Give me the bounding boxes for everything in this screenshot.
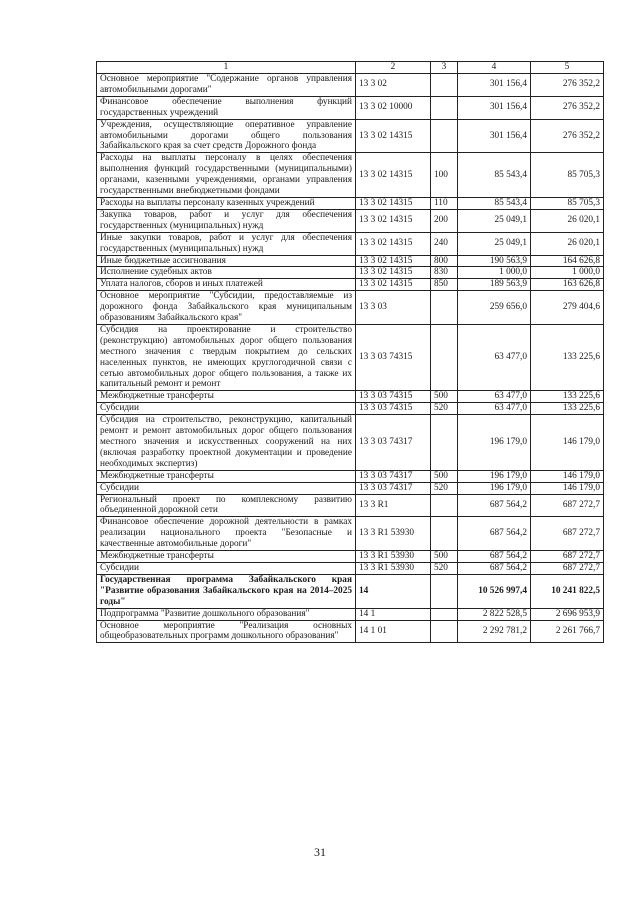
- row-code: 13 3 02 14315: [356, 119, 431, 153]
- row-name: Иные закупки товаров, работ и услуг для обеспечения государственных (муниципальных) нужд: [97, 232, 356, 255]
- row-name: Межбюджетные трансферты: [97, 391, 356, 403]
- row-code: 14: [356, 574, 431, 608]
- row-expense-type: 500: [431, 551, 458, 563]
- row-expense-type: 520: [431, 482, 458, 494]
- table-row: [97, 562, 604, 574]
- row-value-year-1: 85 543,4: [458, 197, 531, 209]
- row-value-year-2: 146 179,0: [531, 470, 604, 482]
- table-body: [97, 74, 604, 643]
- table-row: [97, 255, 604, 267]
- row-code: 13 3 03 74317: [356, 415, 431, 471]
- row-value-year-2: 133 225,6: [531, 324, 604, 390]
- table-row: [97, 279, 604, 291]
- row-expense-type: [431, 494, 458, 517]
- table-row: [97, 620, 604, 643]
- row-code: 13 3 02 14315: [356, 267, 431, 279]
- row-value-year-1: 85 543,4: [458, 153, 531, 198]
- row-value-year-1: 189 563,9: [458, 279, 531, 291]
- row-name: Закупка товаров, работ и услуг для обеспечения государственных (муниципальных) нужд: [97, 209, 356, 232]
- row-value-year-1: 687 564,2: [458, 517, 531, 551]
- row-code: 13 3 02: [356, 74, 431, 97]
- row-value-year-1: 301 156,4: [458, 96, 531, 119]
- row-value-year-1: 687 564,2: [458, 494, 531, 517]
- row-name: Уплата налогов, сборов и иных платежей: [97, 279, 356, 291]
- row-code: 13 3 R1 53930: [356, 562, 431, 574]
- row-name: Субсидия на проектирование и строительство (реконструкцию) автомобильных дорог общего пользования местного значения с твердым покрытием до сельских населенных пунктов, не имеющих круглогодичной связи с сетью автомобильных дорог общего пользования, а также их капитальный ремонт и ремонт: [97, 324, 356, 390]
- row-code: 14 1: [356, 608, 431, 620]
- row-name: Основное мероприятие "Реализация основных общеобразовательных программ дошкольного образования": [97, 620, 356, 643]
- row-code: 13 3 R1 53930: [356, 551, 431, 563]
- row-code: 13 3 02 14315: [356, 209, 431, 232]
- header-col-1: 1: [97, 62, 356, 74]
- table-row: [97, 608, 604, 620]
- row-value-year-1: 196 179,0: [458, 482, 531, 494]
- table-row: [97, 209, 604, 232]
- row-expense-type: 500: [431, 470, 458, 482]
- row-value-year-1: 301 156,4: [458, 119, 531, 153]
- row-value-year-2: 276 352,2: [531, 119, 604, 153]
- row-expense-type: 100: [431, 153, 458, 198]
- table-row: [97, 96, 604, 119]
- row-name: Расходы на выплаты персоналу в целях обеспечения выполнения функций государственными (муниципальными) органами, казенными учреждениями, органами управления государственными внебюджетными фондами: [97, 153, 356, 198]
- table-row: [97, 517, 604, 551]
- row-name: Исполнение судебных актов: [97, 267, 356, 279]
- row-value-year-2: 687 272,7: [531, 517, 604, 551]
- row-expense-type: [431, 291, 458, 325]
- row-value-year-1: 2 292 781,2: [458, 620, 531, 643]
- row-value-year-2: 1 000,0: [531, 267, 604, 279]
- row-expense-type: [431, 415, 458, 471]
- table-row: [97, 494, 604, 517]
- row-value-year-1: 2 822 528,5: [458, 608, 531, 620]
- row-code: 13 3 03 74315: [356, 324, 431, 390]
- row-name: Иные бюджетные ассигнования: [97, 255, 356, 267]
- table-row: [97, 291, 604, 325]
- row-code: 13 3 02 14315: [356, 255, 431, 267]
- row-expense-type: [431, 324, 458, 390]
- row-code: 13 3 03 74317: [356, 470, 431, 482]
- row-expense-type: [431, 517, 458, 551]
- row-expense-type: 800: [431, 255, 458, 267]
- row-value-year-1: 63 477,0: [458, 324, 531, 390]
- row-value-year-1: 301 156,4: [458, 74, 531, 97]
- row-value-year-1: 25 049,1: [458, 209, 531, 232]
- table-row: [97, 153, 604, 198]
- row-value-year-2: 163 626,8: [531, 279, 604, 291]
- row-value-year-1: 259 656,0: [458, 291, 531, 325]
- row-value-year-1: 687 564,2: [458, 551, 531, 563]
- table-row: [97, 232, 604, 255]
- header-col-3: 3: [431, 62, 458, 74]
- row-expense-type: 200: [431, 209, 458, 232]
- row-name: Финансовое обеспечение дорожной деятельности в рамках реализации национального проекта "Безопасные и качественные автомобильные дороги": [97, 517, 356, 551]
- row-code: 13 3 02 14315: [356, 279, 431, 291]
- row-name: Подпрограмма "Развитие дошкольного образования": [97, 608, 356, 620]
- row-value-year-2: 146 179,0: [531, 482, 604, 494]
- row-expense-type: [431, 96, 458, 119]
- row-code: 13 3 03: [356, 291, 431, 325]
- table-row: [97, 267, 604, 279]
- row-value-year-2: 133 225,6: [531, 403, 604, 415]
- row-value-year-2: 276 352,2: [531, 96, 604, 119]
- row-value-year-2: 10 241 822,5: [531, 574, 604, 608]
- row-name: Субсидии: [97, 403, 356, 415]
- row-code: 13 3 R1 53930: [356, 517, 431, 551]
- row-value-year-1: 25 049,1: [458, 232, 531, 255]
- header-col-2: 2: [356, 62, 431, 74]
- table-row: [97, 391, 604, 403]
- row-value-year-1: 1 000,0: [458, 267, 531, 279]
- budget-table: [96, 61, 604, 643]
- row-value-year-2: 26 020,1: [531, 232, 604, 255]
- table-row: [97, 482, 604, 494]
- row-value-year-1: 63 477,0: [458, 403, 531, 415]
- row-name: Финансовое обеспечение выполнения функций государственных учреждений: [97, 96, 356, 119]
- row-value-year-1: 196 179,0: [458, 415, 531, 471]
- row-code: 13 3 03 74315: [356, 403, 431, 415]
- row-name: Межбюджетные трансферты: [97, 551, 356, 563]
- row-name: Субсидии: [97, 482, 356, 494]
- table-row: [97, 403, 604, 415]
- row-expense-type: 520: [431, 562, 458, 574]
- row-name: Расходы на выплаты персоналу казенных учреждений: [97, 197, 356, 209]
- table-row: [97, 197, 604, 209]
- row-expense-type: [431, 620, 458, 643]
- row-expense-type: [431, 608, 458, 620]
- row-code: 13 3 02 10000: [356, 96, 431, 119]
- table-header-row: [97, 62, 604, 74]
- row-value-year-1: 63 477,0: [458, 391, 531, 403]
- row-name: Основное мероприятие "Субсидии, предоставляемые из дорожного фонда Забайкальского края муниципальным образованиям Забайкальского края": [97, 291, 356, 325]
- row-expense-type: [431, 574, 458, 608]
- row-name: Основное мероприятие "Содержание органов управления автомобильными дорогами": [97, 74, 356, 97]
- row-code: 14 1 01: [356, 620, 431, 643]
- row-expense-type: [431, 74, 458, 97]
- row-value-year-2: 85 705,3: [531, 153, 604, 198]
- row-expense-type: 240: [431, 232, 458, 255]
- row-name: Учреждения, осуществляющие оперативное управление автомобильными дорогами общего пользования Забайкальского края за счет средств Дорожного фонда: [97, 119, 356, 153]
- row-name: Межбюджетные трансферты: [97, 470, 356, 482]
- row-value-year-2: 279 404,6: [531, 291, 604, 325]
- table-row: [97, 574, 604, 608]
- row-value-year-2: 276 352,2: [531, 74, 604, 97]
- row-value-year-2: 26 020,1: [531, 209, 604, 232]
- row-value-year-2: 133 225,6: [531, 391, 604, 403]
- row-code: 13 3 03 74317: [356, 482, 431, 494]
- row-value-year-2: 2 696 953,9: [531, 608, 604, 620]
- row-name: Государственная программа Забайкальского края "Развитие образования Забайкальского края на 2014–2025 годы": [97, 574, 356, 608]
- row-value-year-2: 85 705,3: [531, 197, 604, 209]
- row-name: Региональный проект по комплексному развитию объединенной дорожной сети: [97, 494, 356, 517]
- row-value-year-1: 196 179,0: [458, 470, 531, 482]
- row-code: 13 3 03 74315: [356, 391, 431, 403]
- header-col-4: 4: [458, 62, 531, 74]
- row-expense-type: 500: [431, 391, 458, 403]
- table-row: [97, 470, 604, 482]
- row-expense-type: 110: [431, 197, 458, 209]
- row-code: 13 3 02 14315: [356, 197, 431, 209]
- row-value-year-1: 10 526 997,4: [458, 574, 531, 608]
- header-col-5: 5: [531, 62, 604, 74]
- row-code: 13 3 02 14315: [356, 232, 431, 255]
- row-name: Субсидии: [97, 562, 356, 574]
- row-expense-type: 520: [431, 403, 458, 415]
- row-value-year-2: 687 272,7: [531, 562, 604, 574]
- row-name: Субсидия на строительство, реконструкцию, капитальный ремонт и ремонт автомобильных дорог общего пользования местного значения и искусственных сооружений на них (включая разработку проектной документации и проведение необходимых экспертиз): [97, 415, 356, 471]
- row-expense-type: [431, 119, 458, 153]
- table-row: [97, 74, 604, 97]
- row-code: 13 3 02 14315: [356, 153, 431, 198]
- row-expense-type: 830: [431, 267, 458, 279]
- row-value-year-2: 687 272,7: [531, 494, 604, 517]
- table-row: [97, 415, 604, 471]
- row-value-year-2: 146 179,0: [531, 415, 604, 471]
- table-row: [97, 551, 604, 563]
- row-value-year-2: 687 272,7: [531, 551, 604, 563]
- table-row: [97, 324, 604, 390]
- page-number: 31: [314, 845, 326, 859]
- row-value-year-1: 190 563,9: [458, 255, 531, 267]
- table-row: [97, 119, 604, 153]
- row-value-year-1: 687 564,2: [458, 562, 531, 574]
- row-value-year-2: 2 261 766,7: [531, 620, 604, 643]
- row-expense-type: 850: [431, 279, 458, 291]
- row-value-year-2: 164 626,8: [531, 255, 604, 267]
- row-code: 13 3 R1: [356, 494, 431, 517]
